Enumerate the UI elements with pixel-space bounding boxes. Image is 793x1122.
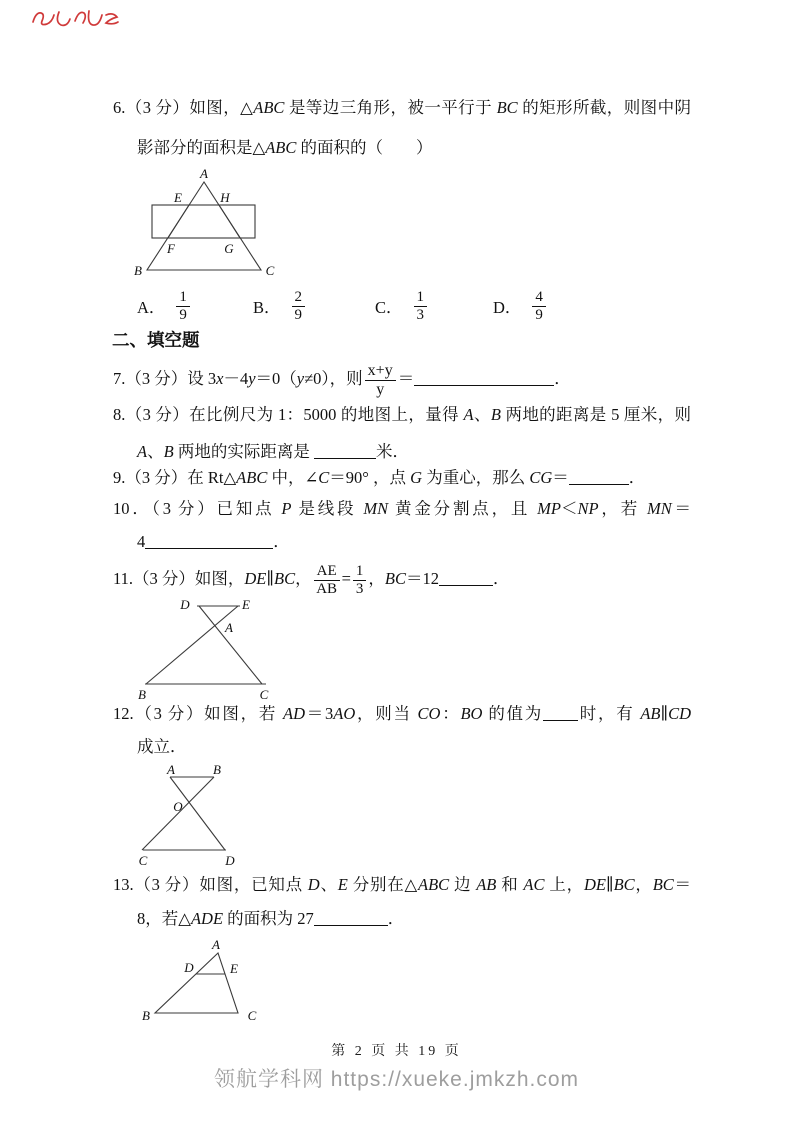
option-b-fraction: $\frac{2}{9}$: [292, 289, 306, 324]
answer-blank-q11: [439, 573, 493, 586]
option-d-label: D．: [493, 298, 522, 317]
question-12-number: 12.: [113, 704, 134, 723]
label-A: A: [225, 620, 233, 635]
option-c-label: C．: [375, 298, 403, 317]
label-C: C: [247, 1008, 257, 1023]
section-2-heading: 二、填空题: [112, 330, 200, 350]
label-E: E: [242, 597, 250, 612]
answer-blank-q8: [314, 446, 376, 459]
period: ．: [628, 468, 646, 487]
question-12-text: （3 分）如图，若 AD＝3AO，则当 CO：BO 的值为: [133, 704, 544, 723]
page-number-footer: 第 2 页 共 19 页: [331, 1044, 462, 1059]
question-13-text-2: 8，若△ADE 的面积为 27: [137, 909, 314, 928]
question-13-line-2: [137, 908, 404, 930]
label-G: G: [224, 241, 234, 256]
question-6-number: 6.: [113, 98, 126, 117]
figure-q6-equilateral-triangle-rectangle: [130, 164, 280, 276]
red-pen-scribble: [28, 6, 123, 32]
question-7-number: 7.: [113, 369, 126, 388]
figure-q11-crossed-triangles: [133, 592, 281, 704]
question-11-text-2: ，BC＝12: [368, 569, 440, 588]
answer-blank-q12: [543, 708, 578, 721]
question-12-text-2: 时，有 AB∥CD: [578, 704, 692, 723]
label-A: A: [200, 166, 208, 181]
question-8-unit: 米．: [375, 442, 409, 461]
question-7: [113, 356, 571, 402]
question-10-number: 10．: [113, 499, 152, 518]
label-D: D: [184, 960, 194, 975]
answer-blank-q10: [145, 536, 273, 549]
question-10-text: （3 分）已知点 P 是线段 MN 黄金分割点，且 MP＜NP，若 MN＝: [151, 499, 692, 518]
rectangle-shape: [152, 205, 255, 238]
label-F: F: [167, 241, 175, 256]
label-D: D: [225, 853, 235, 868]
triangle-abc: [155, 953, 238, 1013]
label-B: B: [142, 1008, 150, 1023]
question-8-line-1: [113, 404, 691, 426]
label-A: A: [212, 937, 220, 952]
label-B: B: [138, 687, 146, 702]
site-watermark: 领航学科网 https://xueke.jmkzh.com: [213, 1068, 580, 1091]
label-A: A: [167, 762, 175, 777]
figure-q12-crossed-segments: [133, 762, 245, 868]
question-11-text: （3 分）如图，DE∥BC，: [133, 569, 312, 588]
question-9: [113, 467, 645, 489]
question-12-line-1: [113, 703, 691, 725]
label-E: E: [174, 190, 182, 205]
option-a: [137, 285, 192, 327]
label-B: B: [213, 762, 221, 777]
question-6-text: （3 分）如图，△ABC 是等边三角形，被一平行于 BC 的矩形所截，则图中阴: [125, 98, 691, 117]
answer-blank-q7: [414, 373, 554, 386]
label-D: D: [180, 597, 190, 612]
question-7-text: （3 分）设 3x－4y＝0（y≠0），则: [125, 369, 363, 388]
period: ．: [273, 532, 290, 551]
label-B: B: [134, 263, 142, 276]
label-C: C: [138, 853, 148, 868]
question-8-text: （3 分）在比例尺为 1：5000 的地图上，量得 A、B 两地的距离是 5 厘米，则: [125, 405, 692, 424]
option-d-fraction: $\frac{4}{9}$: [532, 289, 546, 324]
option-d: [493, 285, 548, 327]
line-D-to-C: [199, 606, 262, 684]
question-13-number: 13.: [113, 875, 134, 894]
period: ．: [387, 909, 405, 928]
fraction-one-third: $\frac{1}{3}$: [353, 563, 367, 598]
question-10-value: 4: [137, 532, 146, 551]
option-c-fraction: $\frac{1}{3}$: [414, 289, 428, 324]
question-6-line-1: [113, 97, 691, 119]
question-13-text: （3 分）如图，已知点 D、E 分别在△ABC 边 AB 和 AC 上，DE∥BC，BC＝: [133, 875, 692, 894]
question-13-line-1: [113, 874, 691, 896]
option-b-label: B．: [253, 298, 281, 317]
question-9-number: 9.: [113, 468, 126, 487]
question-8-number: 8.: [113, 405, 126, 424]
label-C: C: [265, 263, 275, 276]
period: ．: [493, 569, 510, 588]
question-10-line-2: [137, 531, 290, 553]
period: ．: [554, 369, 571, 388]
line-E-to-B: [146, 606, 238, 684]
label-C: C: [259, 687, 269, 702]
label-O: O: [173, 799, 183, 814]
question-8-line-2: [137, 441, 409, 463]
figure-q13-triangle-with-de: [138, 936, 266, 1026]
equals-sign: ＝: [397, 369, 415, 388]
option-c: [375, 285, 429, 327]
question-11-number: 11.: [113, 569, 134, 588]
option-b: [253, 285, 307, 327]
label-H: H: [220, 190, 230, 205]
question-10-line-1: [113, 498, 691, 520]
option-a-label: A．: [137, 298, 166, 317]
question-9-text: （3 分）在 Rt△ABC 中，∠C＝90° ，点 G 为重心，那么 CG＝: [125, 468, 569, 487]
triangle-abc: [147, 182, 261, 270]
fraction-ae-over-ab: $\frac{AE}{AB}$: [314, 563, 340, 598]
fraction-x-plus-y-over-y: $\frac{x+y}{y}$: [365, 362, 396, 399]
option-a-fraction: $\frac{1}{9}$: [176, 289, 190, 324]
question-8-text-2: A、B 两地的实际距离是: [137, 442, 314, 461]
equals-sign: =: [341, 569, 351, 588]
label-E: E: [230, 961, 238, 976]
answer-blank-q9: [569, 472, 629, 485]
answer-blank-q13: [314, 913, 388, 926]
question-6-line-2: 影部分的面积是△ABC 的面积的（ ）: [137, 138, 433, 157]
question-12-line-2: 成立．: [137, 737, 187, 756]
